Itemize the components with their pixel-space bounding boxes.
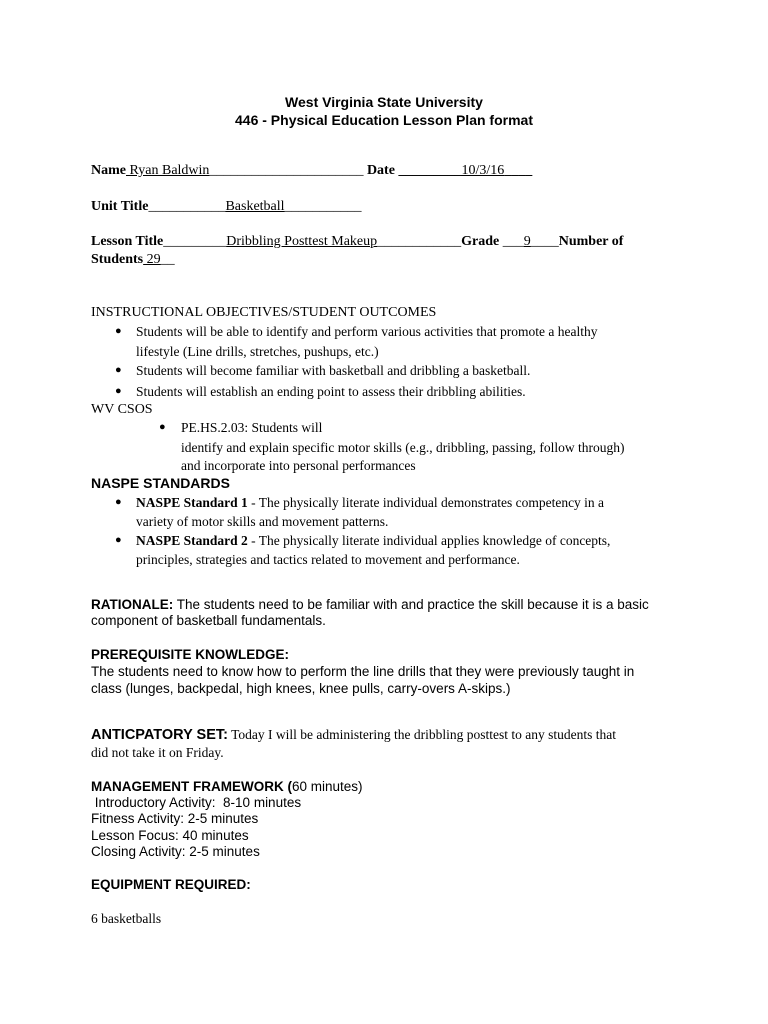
number-label: Number of <box>558 234 624 249</box>
date-label: Date <box>366 163 395 178</box>
lesson-label: Lesson Title <box>91 234 164 249</box>
management-label: MANAGEMENT FRAMEWORK ( <box>91 779 292 794</box>
equipment-heading: EQUIPMENT REQUIRED: <box>91 877 251 892</box>
naspe-2-line-1: NASPE Standard 2 - The physically literate individual applies knowledge of concepts, <box>136 533 611 548</box>
date-fill-post: ____ <box>504 163 533 178</box>
objective-2: Students will become familiar with basketball and dribbling a basketball. <box>136 363 531 378</box>
management-closing: Closing Activity: 2-5 minutes <box>91 844 260 859</box>
bullet-icon: ● <box>115 496 122 508</box>
name-fill: ______________________ <box>209 163 364 178</box>
management-intro: Introductory Activity: 8-10 minutes <box>91 795 302 810</box>
objective-1-line-1: Students will be able to identify and perform various activities that promote a healthy <box>136 324 598 339</box>
name-value: Ryan Baldwin <box>126 163 210 178</box>
name-date-row <box>91 163 532 179</box>
csos-line-3: and incorporate into personal performances <box>181 458 416 473</box>
bullet-icon: ● <box>115 385 122 397</box>
unit-title-row <box>91 199 362 215</box>
unit-value: Basketball <box>225 199 285 214</box>
name-label: Name <box>91 163 126 178</box>
grade-value: 9 <box>523 234 531 249</box>
prereq-line-2: class (lunges, backpedal, high knees, knee pulls, carry-overs A-skips.) <box>91 681 511 696</box>
anticipatory-line-1: ANTICPATORY SET: Today I will be administering the dribbling posttest to any students that <box>91 727 616 743</box>
lesson-fill-pre: _________ <box>163 234 227 249</box>
csos-heading: WV CSOS <box>91 402 153 417</box>
date-fill-pre: _________ <box>398 163 462 178</box>
bullet-icon: ● <box>115 534 122 546</box>
anticipatory-label: ANTICPATORY SET: <box>91 727 228 743</box>
csos-line-2: identify and explain specific motor skills (e.g., dribbling, passing, follow through) <box>181 440 625 455</box>
naspe-2-label: NASPE Standard 2 <box>136 533 248 548</box>
management-minutes: 60 minutes) <box>291 779 363 794</box>
bullet-icon: ● <box>115 325 122 337</box>
objective-1-line-2: lifestyle (Line drills, stretches, pushups, etc.) <box>136 344 379 359</box>
date-value: 10/3/16 <box>461 163 505 178</box>
unit-fill-post: ___________ <box>284 199 362 214</box>
lesson-value: Dribbling Posttest Makeup <box>226 234 378 249</box>
grade-label: Grade <box>461 234 500 249</box>
anticipatory-line-2: did not take it on Friday. <box>91 745 224 760</box>
unit-fill-pre: ___________ <box>148 199 226 214</box>
rationale-line-1: RATIONALE: The students need to be familiar with and practice the skill because it is a basic <box>91 597 649 612</box>
naspe-1-label: NASPE Standard 1 <box>136 495 248 510</box>
csos-line-1: PE.HS.2.03: Students will <box>181 420 323 435</box>
students-value: 29 <box>143 252 161 267</box>
naspe-heading: NASPE STANDARDS <box>91 475 230 491</box>
management-fitness: Fitness Activity: 2-5 minutes <box>91 811 259 826</box>
bullet-icon: ● <box>159 421 166 433</box>
management-heading <box>91 779 363 794</box>
students-fill: __ <box>160 252 175 267</box>
students-row <box>91 252 175 268</box>
students-label: Students <box>91 252 144 267</box>
course-title: 446 - Physical Education Lesson Plan format <box>235 112 533 128</box>
lesson-title-row <box>91 234 623 250</box>
lesson-fill-post: ____________ <box>377 234 462 249</box>
rationale-label: RATIONALE: <box>91 597 174 612</box>
grade-fill-post: ____ <box>530 234 559 249</box>
prereq-line-1: The students need to know how to perform the line drills that they were previously taught in <box>91 664 635 679</box>
grade-fill-pre: ___ <box>502 234 524 249</box>
equipment-item: 6 basketballs <box>91 911 162 926</box>
university-title: West Virginia State University <box>285 94 483 110</box>
objectives-heading: INSTRUCTIONAL OBJECTIVES/STUDENT OUTCOMES <box>91 305 437 320</box>
naspe-2-line-2: principles, strategies and tactics related to movement and performance. <box>136 552 520 567</box>
naspe-1-line-1: NASPE Standard 1 - The physically literate individual demonstrates competency in a <box>136 495 605 510</box>
bullet-icon: ● <box>115 364 122 376</box>
unit-label: Unit Title <box>91 199 149 214</box>
naspe-1-line-2: variety of motor skills and movement patterns. <box>136 514 389 529</box>
prereq-heading: PREREQUISITE KNOWLEDGE: <box>91 647 290 662</box>
rationale-line-2: component of basketball fundamentals. <box>91 613 326 628</box>
management-focus: Lesson Focus: 40 minutes <box>91 828 249 843</box>
objective-3: Students will establish an ending point to assess their dribbling abilities. <box>136 384 526 399</box>
